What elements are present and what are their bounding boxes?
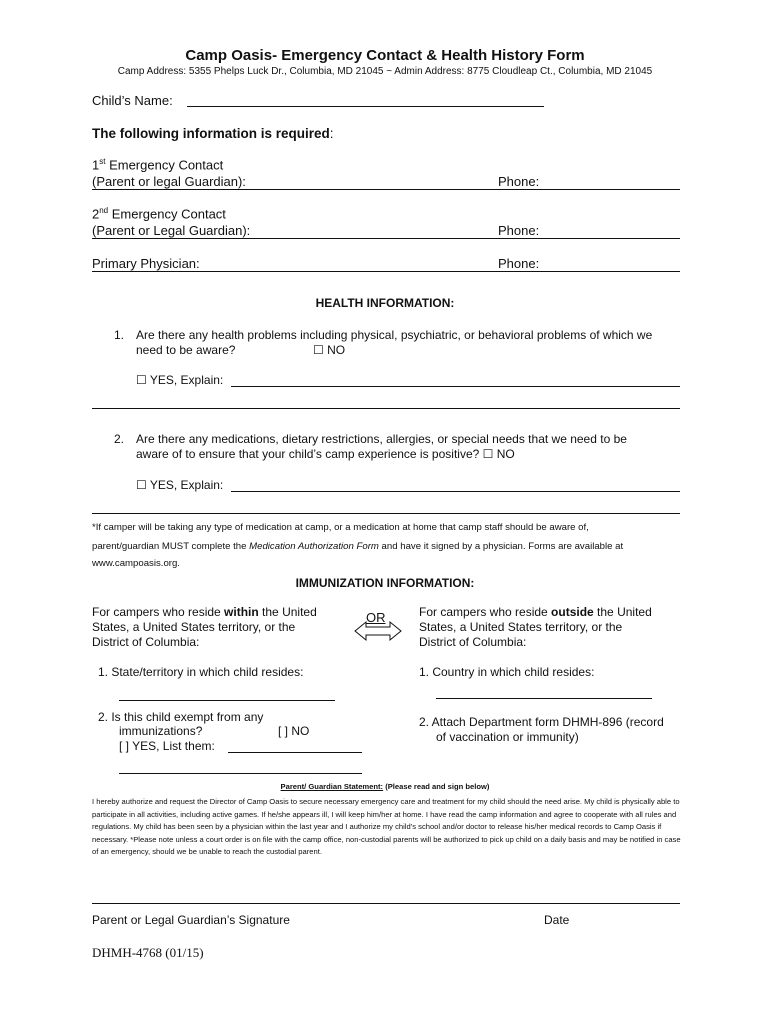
right-intro-line3: District of Columbia: <box>419 635 527 649</box>
q1-explain-field-2[interactable] <box>92 408 680 409</box>
date-label: Date <box>544 913 570 927</box>
statement-line: I hereby authorize and request the Director of Camp Oasis to secure necessary emergency care and treatment for my child should the need arise. My child is physically able to <box>92 797 680 806</box>
statement-line: participate in all activities, including active games. If he/she appears ill, I will keep him/her at home. I have read the camp information and agree to cooperate with all rules and <box>92 809 677 819</box>
medication-note-link[interactable]: www.campoasis.org. <box>92 558 180 569</box>
country-question: 1. Country in which child resides: <box>419 665 595 679</box>
attach-form-instruction-line2: of vaccination or immunity) <box>436 730 579 744</box>
or-label: OR <box>366 610 386 625</box>
q1-text: Are there any health problems including physical, psychiatric, or behavioral problems of which we <box>136 328 653 342</box>
q2-explain-field-2[interactable] <box>92 513 680 514</box>
exempt-list-field-2[interactable] <box>119 773 362 774</box>
q1-text-line2: need to be aware? <box>136 343 236 357</box>
q1-number: 1. <box>114 328 125 342</box>
first-contact-title: 1st Emergency Contact <box>92 157 224 173</box>
first-contact-field[interactable] <box>92 189 680 190</box>
statement-body <box>92 796 692 859</box>
health-heading: HEALTH INFORMATION: <box>315 296 455 310</box>
second-contact-phone-label: Phone: <box>498 223 540 238</box>
right-intro: For campers who reside outside the United <box>419 605 652 619</box>
exempt-no-checkbox[interactable]: [ ] NO <box>278 724 310 738</box>
physician-field[interactable] <box>92 271 680 272</box>
statement-heading: Parent/ Guardian Statement: (Please read and sign below) <box>280 782 490 791</box>
left-intro-line3: District of Columbia: <box>92 635 200 649</box>
form-number: DHMH-4768 (01/15) <box>92 945 204 960</box>
left-intro: For campers who reside within the United <box>92 605 317 619</box>
medication-note-line2: parent/guardian MUST complete the Medication Authorization Form and have it signed by a physician. Forms are available at <box>92 541 624 552</box>
medication-note: *If camper will be taking any type of medication at camp, or a medication at home that camp staff should be aware of, <box>92 522 589 533</box>
exempt-yes-checkbox[interactable]: [ ] YES, List them: <box>119 739 215 753</box>
exempt-list-field[interactable] <box>228 752 362 753</box>
second-contact-field[interactable] <box>92 238 680 239</box>
first-contact-label: (Parent or legal Guardian): <box>92 174 246 189</box>
q2-yes-checkbox[interactable]: ☐ YES, Explain: <box>136 478 224 492</box>
signature-label: Parent or Legal Guardian’s Signature <box>92 913 290 927</box>
child-name-field[interactable] <box>187 106 544 107</box>
immunization-heading: IMMUNIZATION INFORMATION: <box>295 576 475 590</box>
statement-line: regulations. My child has been seen by a physician within the last year and I authorize my child’s school and/or doctor to release his/her medical records to Camp Oasis if <box>92 822 662 832</box>
exempt-question-line2: immunizations? <box>119 724 203 738</box>
exempt-question: 2. Is this child exempt from any <box>98 710 264 724</box>
first-contact-phone-label: Phone: <box>498 174 540 189</box>
state-field[interactable] <box>119 700 335 701</box>
statement-line: of an emergency, should we be unable to reach the custodial parent. <box>92 847 322 857</box>
double-arrow-icon <box>354 620 402 642</box>
physician-phone-label: Phone: <box>498 256 540 271</box>
state-question: 1. State/territory in which child resides: <box>98 665 304 679</box>
q1-no-checkbox[interactable]: ☐ NO <box>313 343 346 357</box>
signature-field[interactable] <box>92 903 680 904</box>
form-title: Camp Oasis- Emergency Contact & Health History Form <box>185 47 585 64</box>
q2-text: Are there any medications, dietary restrictions, allergies, or special needs that we need to be <box>136 432 627 446</box>
q1-explain-field[interactable] <box>231 386 680 387</box>
physician-label: Primary Physician: <box>92 256 200 271</box>
attach-form-instruction: 2. Attach Department form DHMH-896 (record <box>419 715 664 729</box>
second-contact-title: 2nd Emergency Contact <box>92 206 226 222</box>
child-name-label: Child’s Name: <box>92 93 173 108</box>
statement-line: necessary. *Please note unless a court order is on file with the camp office, non-custodial parents will be authorized to pick up child on a daily basis and may be notified in case <box>92 834 681 844</box>
camp-address: Camp Address: 5355 Phelps Luck Dr., Columbia, MD 21045 ~ Admin Address: 8775 Cloudleap Ct., Columbia, MD 21045 <box>117 66 653 77</box>
second-contact-label: (Parent or Legal Guardian): <box>92 223 251 238</box>
right-intro-line2: States, a United States territory, or the <box>419 620 623 634</box>
country-field[interactable] <box>436 698 652 699</box>
left-intro-line2: States, a United States territory, or the <box>92 620 296 634</box>
q2-explain-field[interactable] <box>231 491 680 492</box>
q1-yes-checkbox[interactable]: ☐ YES, Explain: <box>136 373 224 387</box>
q2-number: 2. <box>114 432 125 446</box>
q2-text-line2[interactable]: aware of to ensure that your child’s camp experience is positive? ☐ NO <box>136 447 515 461</box>
required-heading: The following information is required: <box>92 126 334 141</box>
